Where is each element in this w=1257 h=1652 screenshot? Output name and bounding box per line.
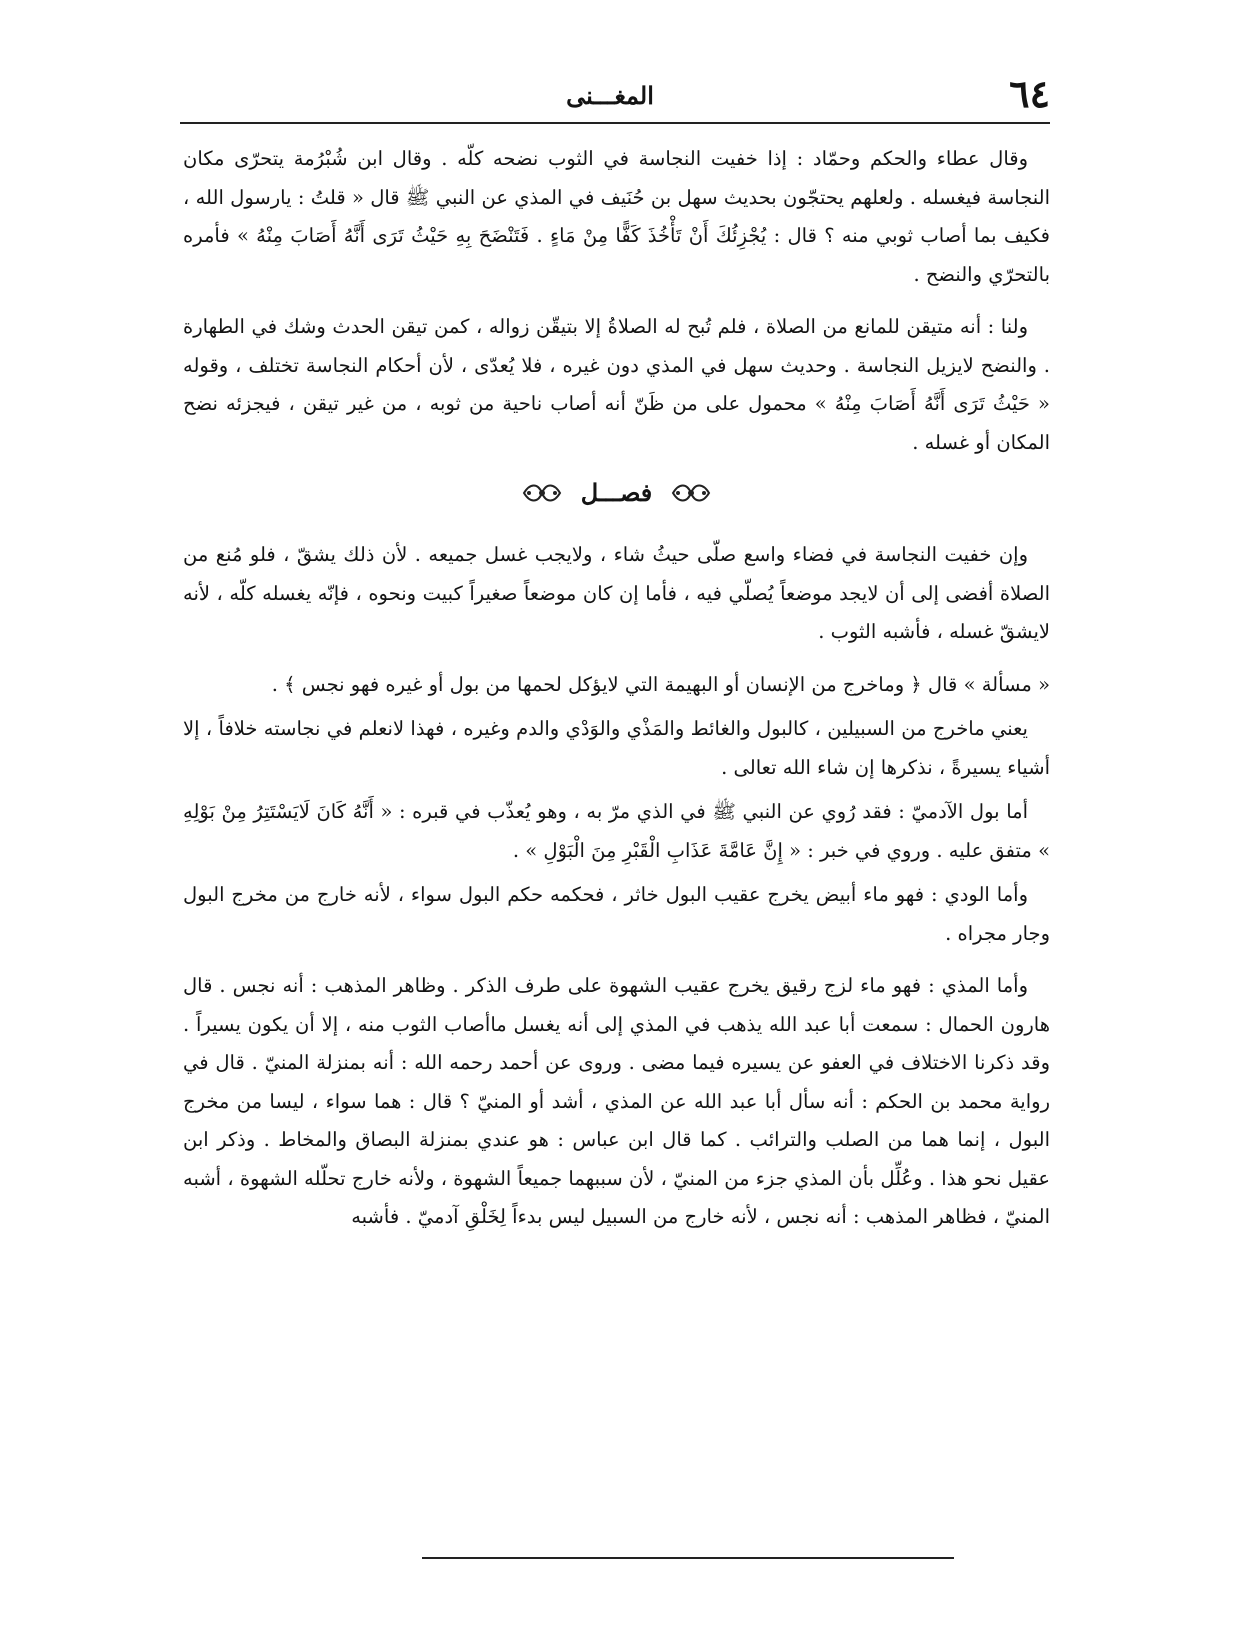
paragraph	[183, 140, 1050, 294]
ornament-icon	[669, 480, 713, 506]
section-heading-text: فصـــل	[580, 478, 653, 507]
page-body	[183, 140, 1050, 1237]
page-header	[170, 70, 1050, 122]
paragraph-text: « مسألة » قال ﴿ وماخرج من الإنسان أو البهيمة التي لايؤكل لحمها من بول أو غيره فهو نجس ﴾ .	[271, 672, 1050, 696]
paragraph-text: وإن خفيت النجاسة في فضاء واسع صلّى حيثُ شاء ، ولايجب غسل جميعه . لأن ذلك يشقّ ، فلو مُنع من الصلاة أفضى إلى أن لايجد موضعاً يُصلّي فيه ، فأما إن كان موضعاً صغيراً كبيت ونحوه ، فإنّه يغسله كلّه ، لأنه لايشقّ غسله ، فأشبه الثوب .	[183, 543, 1050, 643]
paragraph-text: وأما الودي : فهو ماء أبيض يخرج عقيب البول خاثر ، فحكمه حكم البول سواء ، لأنه خارج من مخرج البول وجار مجراه .	[183, 883, 1050, 945]
page-number: ٦٤	[1009, 71, 1050, 116]
paragraph-text: وقال عطاء والحكم وحمّاد : إذا خفيت النجاسة في الثوب نضحه كلّه . وقال ابن شُبْرُمة يتحرّى مكان النجاسة فيغسله . ولعلهم يحتجّون بحديث سهل بن حُنَيف في المذي عن النبي ﷺ قال « قلتُ : يارسول الله ، فكيف بما أصاب ثوبي منه ؟ قال : يُجْزِئُكَ أَنْ تَأْخُذَ كَفًّا مِنْ مَاءٍ . فَتَنْضَحَ بِهِ حَيْثُ تَرَى أَنَّهُ أَصَابَ مِنْهُ » فأمره بالتحرّي والنضح .	[183, 147, 1050, 286]
paragraph	[183, 793, 1050, 870]
section-heading	[183, 478, 1050, 522]
ornament-icon	[520, 480, 564, 506]
paragraph-text: يعني ماخرج من السبيلين ، كالبول والغائط والمَذْي والوَدْي والدم وغيره ، فهذا لانعلم في نجاسته خلافاً ، إلا أشياء يسيرةً ، نذكرها إن شاء الله تعالى .	[183, 717, 1050, 779]
paragraph	[183, 308, 1050, 462]
header-rule	[180, 122, 1050, 124]
paragraph-text: أما بول الآدميّ : فقد رُوي عن النبي ﷺ في الذي مرّ به ، وهو يُعذّب في قبره : « أَنَّهُ كَانَ لَايَسْتَتِرُ مِنْ بَوْلِهِ » متفق عليه . وروي في خبر : « إِنَّ عَامَّةَ عَذَابِ الْقَبْرِ مِنَ الْبَوْلِ » .	[183, 800, 1050, 862]
paragraph	[183, 536, 1050, 652]
paragraph	[183, 876, 1050, 953]
footer-rule	[422, 1557, 954, 1559]
paragraph	[183, 967, 1050, 1237]
paragraph-text: وأما المذي : فهو ماء لزج رقيق يخرج عقيب الشهوة على طرف الذكر . وظاهر المذهب : أنه نجس . قال هارون الحمال : سمعت أبا عبد الله يذهب في المذي إلى أنه يغسل ماأصاب الثوب منه ، إلا أن يكون يسيراً . وقد ذكرنا الاختلاف في العفو عن يسيره فيما مضى . وروى عن أحمد رحمه الله : أنه بمنزلة المنيّ . قال في رواية محمد بن الحكم : أنه سأل أبا عبد الله عن المذي ، أشد أو المنيّ ؟ قال : هما سواء ، ليسا من مخرج البول ، إنما هما من الصلب والترائب . كما قال ابن عباس : هو عندي بمنزلة البصاق والمخاط . وذكر ابن عقيل نحو هذا . وعُلِّل بأن المذي جزء من المنيّ ، لأن سببهما جميعاً الشهوة ، ولأنه خارج تحلّله الشهوة ، أشبه المنيّ ، فظاهر المذهب : أنه نجس ، لأنه خارج من السبيل ليس بدءاً لِخَلْقِ آدميّ . فأشبه	[183, 974, 1050, 1228]
paragraph-text: ولنا : أنه متيقن للمانع من الصلاة ، فلم تُبح له الصلاةُ إلا بتيقّن زواله ، كمن تيقن الحدث وشك في الطهارة . والنضح لايزيل النجاسة . وحديث سهل في المذي دون غيره ، فلا يُعدّى ، لأن أحكام النجاسة تختلف ، وقوله « حَيْثُ تَرَى أَنَّهُ أَصَابَ مِنْهُ » محمول على من ظَنّ أنه أصاب ناحية من ثوبه ، من غير تيقن ، فيجزئه نضح المكان أو غسله .	[183, 315, 1050, 454]
running-title: المغـــنى	[566, 81, 654, 110]
paragraph	[183, 710, 1050, 787]
paragraph	[183, 666, 1050, 705]
